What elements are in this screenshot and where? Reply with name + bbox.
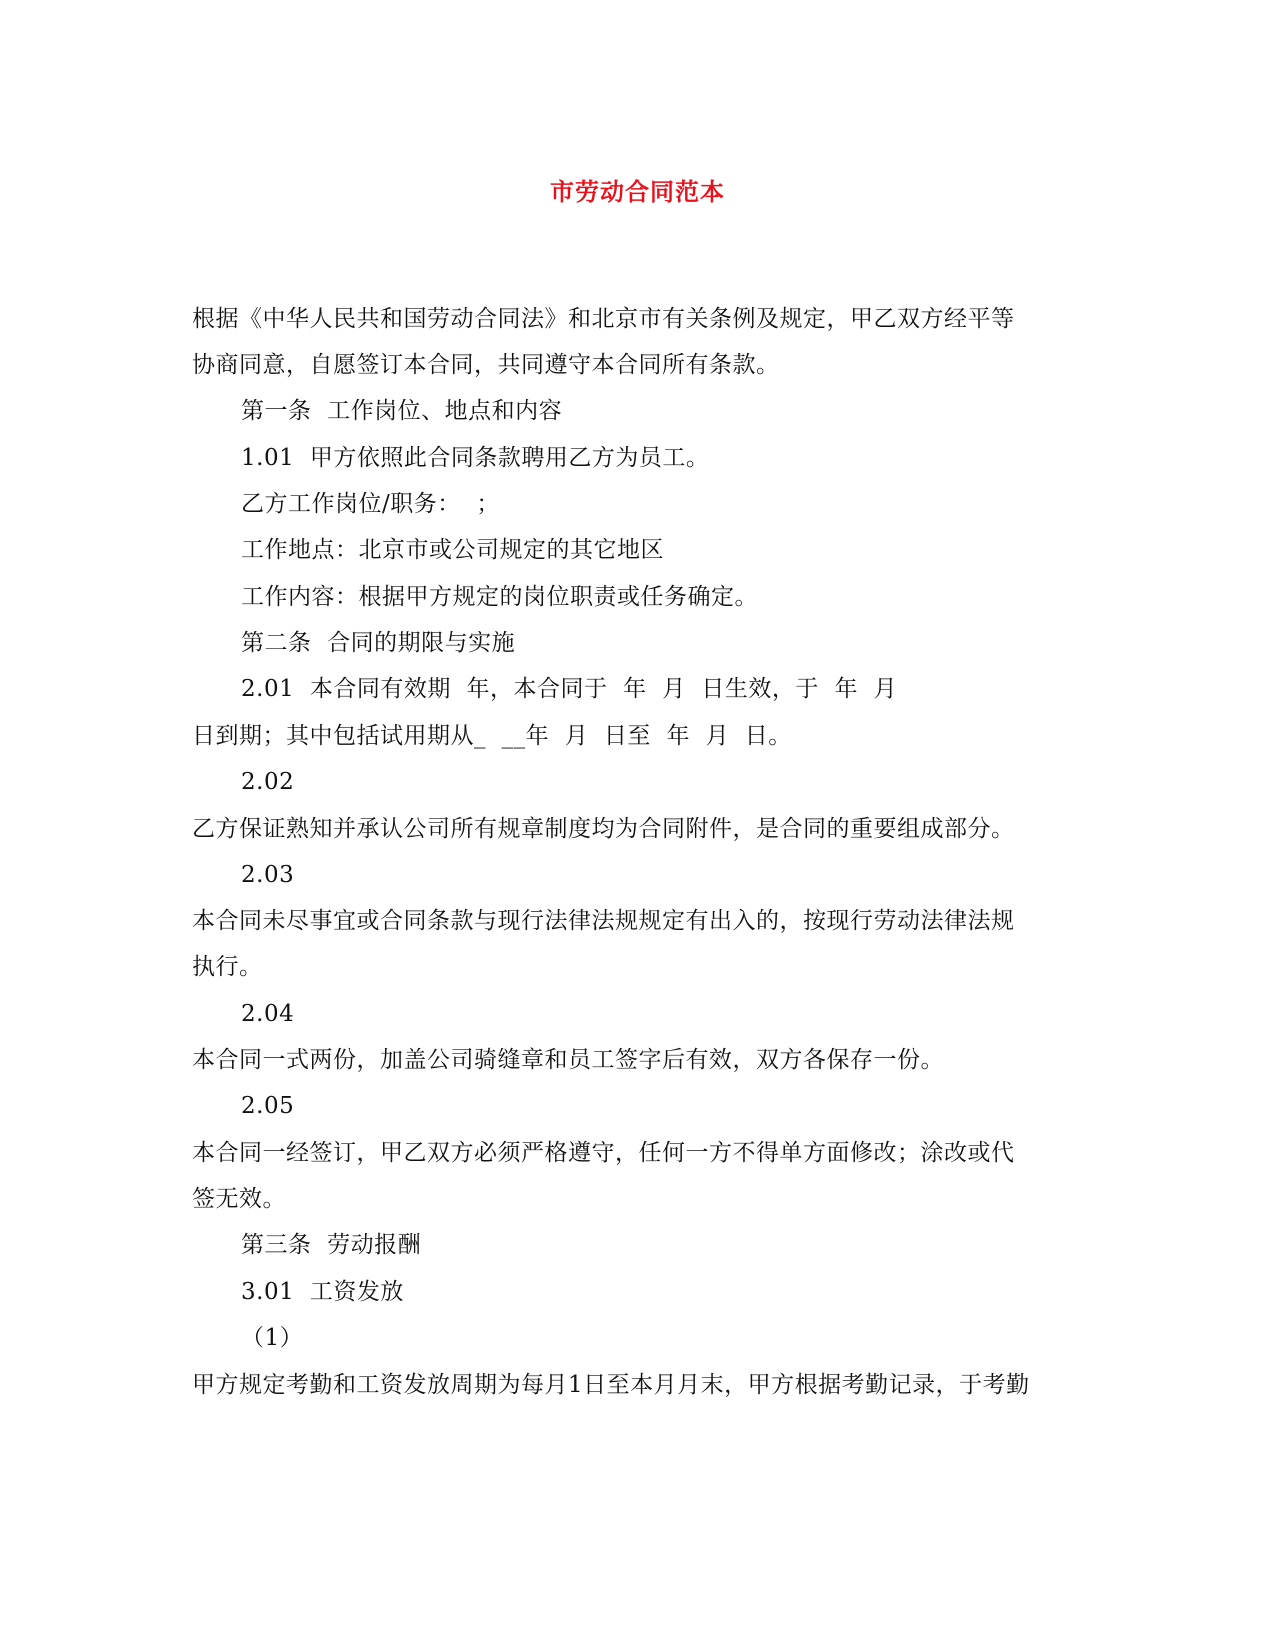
body-line: 签无效。 [192,1186,286,1212]
body-line: 乙方保证熟知并承认公司所有规章制度均为合同附件，是合同的重要组成部分。 [192,816,1015,842]
clause-line: 乙方工作岗位/职务： ； [241,491,500,517]
article-heading: 第二条 合同的期限与实施 [241,630,516,656]
clause-line: 工作地点：北京市或公司规定的其它地区 [241,537,664,563]
clause-number: 2.02 [241,769,295,795]
body-line: 根据《中华人民共和国劳动合同法》和北京市有关条例及规定，甲乙双方经平等 [192,306,1015,332]
clause-line: 3.01 工资发放 [241,1279,404,1305]
body-line: 协商同意，自愿签订本合同，共同遵守本合同所有条款。 [192,352,780,378]
body-line: 本合同一式两份，加盖公司骑缝章和员工签字后有效，双方各保存一份。 [192,1047,944,1073]
body-line: 执行。 [192,954,263,980]
body-line: 本合同一经签订，甲乙双方必须严格遵守，任何一方不得单方面修改；涂改或代 [192,1140,1015,1166]
article-heading: 第三条 劳动报酬 [241,1232,422,1258]
clause-number: 2.03 [241,862,295,888]
clause-line: 2.01 本合同有效期 年，本合同于 年 月 日生效，于 年 月 [241,676,898,702]
article-heading: 第一条 工作岗位、地点和内容 [241,398,563,424]
clause-number: （1） [241,1325,304,1351]
body-line: 甲方规定考勤和工资发放周期为每月1日至本月月末，甲方根据考勤记录，于考勤 [192,1372,1030,1398]
body-line: 日到期；其中包括试用期从_ __年 月 日至 年 月 日。 [192,723,792,749]
clause-number: 2.04 [241,1001,295,1027]
clause-line: 1.01 甲方依照此合同条款聘用乙方为员工。 [241,445,710,471]
body-line: 本合同未尽事宜或合同条款与现行法律法规规定有出入的，按现行劳动法律法规 [192,908,1015,934]
clause-number: 2.05 [241,1093,295,1119]
clause-line: 工作内容：根据甲方规定的岗位职责或任务确定。 [241,584,758,610]
document-title: 市劳动合同范本 [550,177,725,206]
